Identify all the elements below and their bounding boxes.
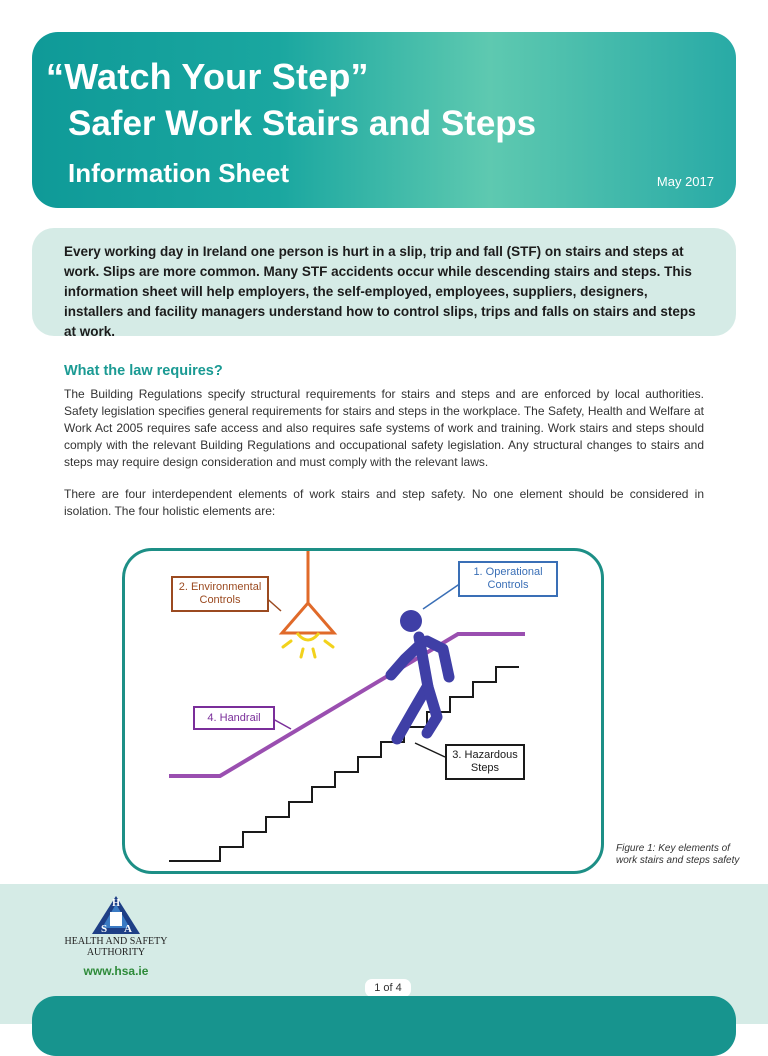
next-page-banner	[32, 996, 736, 1056]
connector-hazardous	[415, 743, 445, 757]
intro-text: Every working day in Ireland one person is hurt in a slip, trip and fall (STF) on stairs and steps at work. Slips are more common. Many STF accidents occur while descending stairs and steps. This information sheet will help employers, the self-employed, employees, suppliers, designers, installers and facility managers understand how to control slips, trips and falls on stairs and steps at work.	[64, 244, 696, 339]
lamp-rays	[283, 641, 333, 657]
logo-letter-h: H	[112, 898, 120, 909]
intro-box	[32, 228, 736, 339]
hsa-logo	[58, 894, 174, 941]
document-title: “Watch Your Step”	[46, 56, 369, 97]
hsa-name: HEALTH AND SAFETY AUTHORITY	[64, 936, 168, 958]
connector-handrail	[273, 719, 291, 729]
law-paragraph-2: There are four interdependent elements of work stairs and step safety. No one element should be considered in isolation. The four holistic elements are:	[64, 487, 704, 518]
lamp-shade	[282, 603, 334, 633]
label-handrail: 4. Handrail	[193, 706, 275, 730]
label-hazardous-steps: 3. Hazardous Steps	[445, 744, 525, 780]
hsa-logo-icon	[58, 894, 174, 936]
connector-operational	[423, 583, 461, 609]
label-operational-controls: 1. Operational Controls	[458, 561, 558, 597]
logo-letter-s: S	[100, 923, 108, 935]
stairs-figure	[122, 548, 604, 874]
law-paragraph-1: The Building Regulations specify structural requirements for stairs and steps and are enforced by local authorities. Safety legislation specifies general requirements for stairs and steps in the workplace. The Safety, Health and Welfare at Work Act 2005 requires safe access and also requires safe systems of work and training. Work stairs and steps should comply with the relevant Building Regulations and occupational safety legislation. Any structural changes to stairs and steps may require design consideration and must comply with the relevant laws.	[64, 387, 704, 469]
section-heading-law: What the law requires?	[64, 363, 223, 379]
document-type: Information Sheet	[68, 158, 290, 188]
label-environmental-controls: 2. Environmental Controls	[171, 576, 269, 612]
hsa-website-link[interactable]: www.hsa.ie	[83, 964, 149, 978]
logo-letter-a: A	[124, 923, 132, 935]
publication-date: May 2017	[656, 174, 714, 189]
header-banner	[32, 32, 736, 208]
page-number: 1 of 4	[365, 979, 411, 997]
figure-caption: Figure 1: Key elements of work stairs and steps safety	[616, 843, 740, 866]
person-figure	[391, 610, 449, 739]
document-subtitle: Safer Work Stairs and Steps	[68, 104, 537, 143]
